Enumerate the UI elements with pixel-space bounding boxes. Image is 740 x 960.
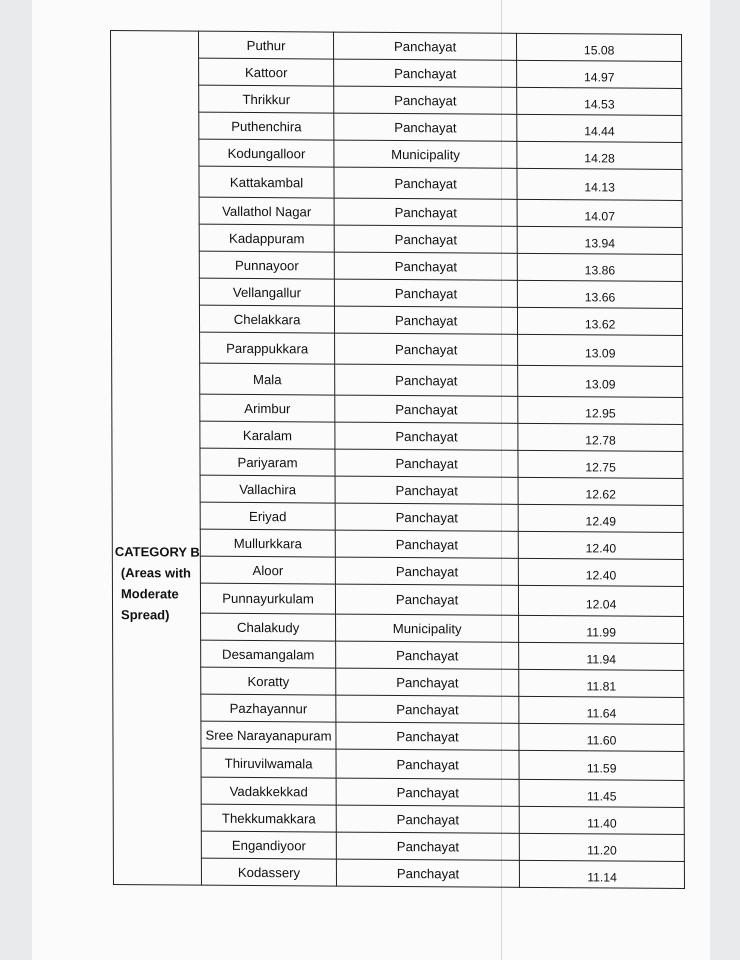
area-cell: Karalam	[200, 421, 335, 449]
value-cell: 12.40	[518, 558, 683, 586]
value-cell: 12.04	[519, 585, 684, 616]
value-cell: 14.07	[517, 199, 682, 227]
value-cell: 13.62	[518, 307, 683, 335]
type-cell: Panchayat	[336, 584, 519, 615]
value-cell: 11.45	[519, 779, 684, 807]
area-cell: Kadappuram	[199, 224, 334, 252]
value-cell: 11.64	[519, 696, 684, 724]
area-cell: Vadakkekkad	[201, 777, 336, 805]
type-cell: Panchayat	[336, 805, 519, 833]
type-cell: Panchayat	[334, 59, 517, 87]
type-cell: Panchayat	[334, 252, 517, 280]
table-row	[111, 31, 682, 62]
area-cell: Koratty	[201, 667, 336, 695]
category-label-line: CATEGORY B	[114, 543, 200, 560]
value-cell: 14.28	[517, 141, 682, 169]
type-cell: Panchayat	[335, 449, 518, 477]
value-cell: 11.20	[519, 833, 684, 861]
area-cell: Eriyad	[200, 502, 335, 530]
area-cell: Engandiyoor	[201, 831, 336, 859]
type-cell: Panchayat	[334, 225, 517, 253]
type-cell: Panchayat	[334, 113, 517, 141]
type-cell: Panchayat	[335, 476, 518, 504]
area-cell: Arimbur	[200, 394, 335, 422]
area-cell: Sree Narayanapuram	[201, 721, 336, 749]
area-cell: Pazhayannur	[201, 694, 336, 722]
area-cell: Mullurkkara	[200, 529, 335, 557]
area-cell: Kattoor	[199, 58, 334, 86]
value-cell: 13.86	[517, 253, 682, 281]
value-cell: 13.66	[517, 280, 682, 308]
type-cell: Municipality	[334, 140, 517, 168]
area-cell: Punnayurkulam	[200, 583, 335, 614]
type-cell: Panchayat	[336, 778, 519, 806]
value-cell: 11.81	[519, 669, 684, 697]
category-label-line: (Areas with	[120, 564, 191, 581]
value-cell: 12.95	[518, 396, 683, 424]
value-cell: 13.94	[517, 226, 682, 254]
value-cell: 13.09	[518, 334, 683, 366]
type-cell: Panchayat	[334, 32, 517, 60]
type-cell: Panchayat	[335, 306, 518, 334]
type-cell: Panchayat	[336, 749, 519, 779]
area-cell: Kattakambal	[199, 166, 334, 198]
value-cell: 12.78	[518, 423, 683, 451]
area-cell: Vallathol Nagar	[199, 197, 334, 225]
value-cell: 11.59	[519, 750, 684, 780]
table-container	[110, 30, 682, 885]
data-table	[110, 30, 685, 889]
value-cell: 14.53	[517, 87, 682, 115]
area-cell: Thekkumakkara	[201, 804, 336, 832]
type-cell: Panchayat	[336, 668, 519, 696]
type-cell: Panchayat	[335, 557, 518, 585]
area-cell: Puthenchira	[199, 112, 334, 140]
area-cell: Chalakudy	[201, 613, 336, 641]
area-cell: Vallachira	[200, 475, 335, 503]
table-body	[111, 31, 685, 889]
value-cell: 15.08	[517, 33, 682, 61]
area-cell: Kodungalloor	[199, 139, 334, 167]
area-cell: Pariyaram	[200, 448, 335, 476]
value-cell: 11.60	[519, 723, 684, 751]
value-cell: 13.09	[518, 365, 683, 397]
category-label	[113, 541, 200, 626]
category-cell	[111, 31, 202, 886]
area-cell: Thiruvilwamala	[201, 748, 336, 778]
type-cell: Panchayat	[336, 641, 519, 669]
area-cell: Thrikkur	[199, 85, 334, 113]
type-cell: Panchayat	[334, 198, 517, 226]
area-cell: Chelakkara	[199, 305, 334, 333]
area-cell: Parappukkara	[200, 332, 335, 364]
type-cell: Panchayat	[335, 333, 518, 365]
value-cell: 12.75	[518, 450, 683, 478]
type-cell: Panchayat	[335, 503, 518, 531]
type-cell: Panchayat	[335, 530, 518, 558]
value-cell: 12.62	[518, 477, 683, 505]
area-cell: Punnayoor	[199, 251, 334, 279]
type-cell: Panchayat	[334, 167, 517, 199]
value-cell: 12.40	[518, 531, 683, 559]
area-cell: Kodassery	[201, 858, 336, 886]
type-cell: Panchayat	[335, 395, 518, 423]
type-cell: Panchayat	[336, 859, 519, 887]
document-page	[32, 0, 710, 960]
value-cell: 11.14	[519, 860, 684, 888]
category-label-line: Moderate	[120, 585, 179, 601]
area-cell: Mala	[200, 363, 335, 395]
area-cell: Aloor	[200, 556, 335, 584]
value-cell: 12.49	[518, 504, 683, 532]
category-label-line: Spread)	[121, 606, 170, 622]
value-cell: 14.97	[517, 60, 682, 88]
value-cell: 14.13	[517, 168, 682, 200]
area-cell: Desamangalam	[201, 640, 336, 668]
value-cell: 11.40	[519, 806, 684, 834]
type-cell: Panchayat	[336, 695, 519, 723]
value-cell: 14.44	[517, 114, 682, 142]
value-cell: 11.99	[519, 615, 684, 643]
type-cell: Panchayat	[335, 422, 518, 450]
area-cell: Vellangallur	[199, 278, 334, 306]
value-cell: 11.94	[519, 642, 684, 670]
type-cell: Panchayat	[335, 364, 518, 396]
type-cell: Panchayat	[334, 86, 517, 114]
type-cell: Panchayat	[336, 722, 519, 750]
type-cell: Panchayat	[334, 279, 517, 307]
area-cell: Puthur	[199, 31, 334, 59]
type-cell: Municipality	[336, 614, 519, 642]
type-cell: Panchayat	[336, 832, 519, 860]
